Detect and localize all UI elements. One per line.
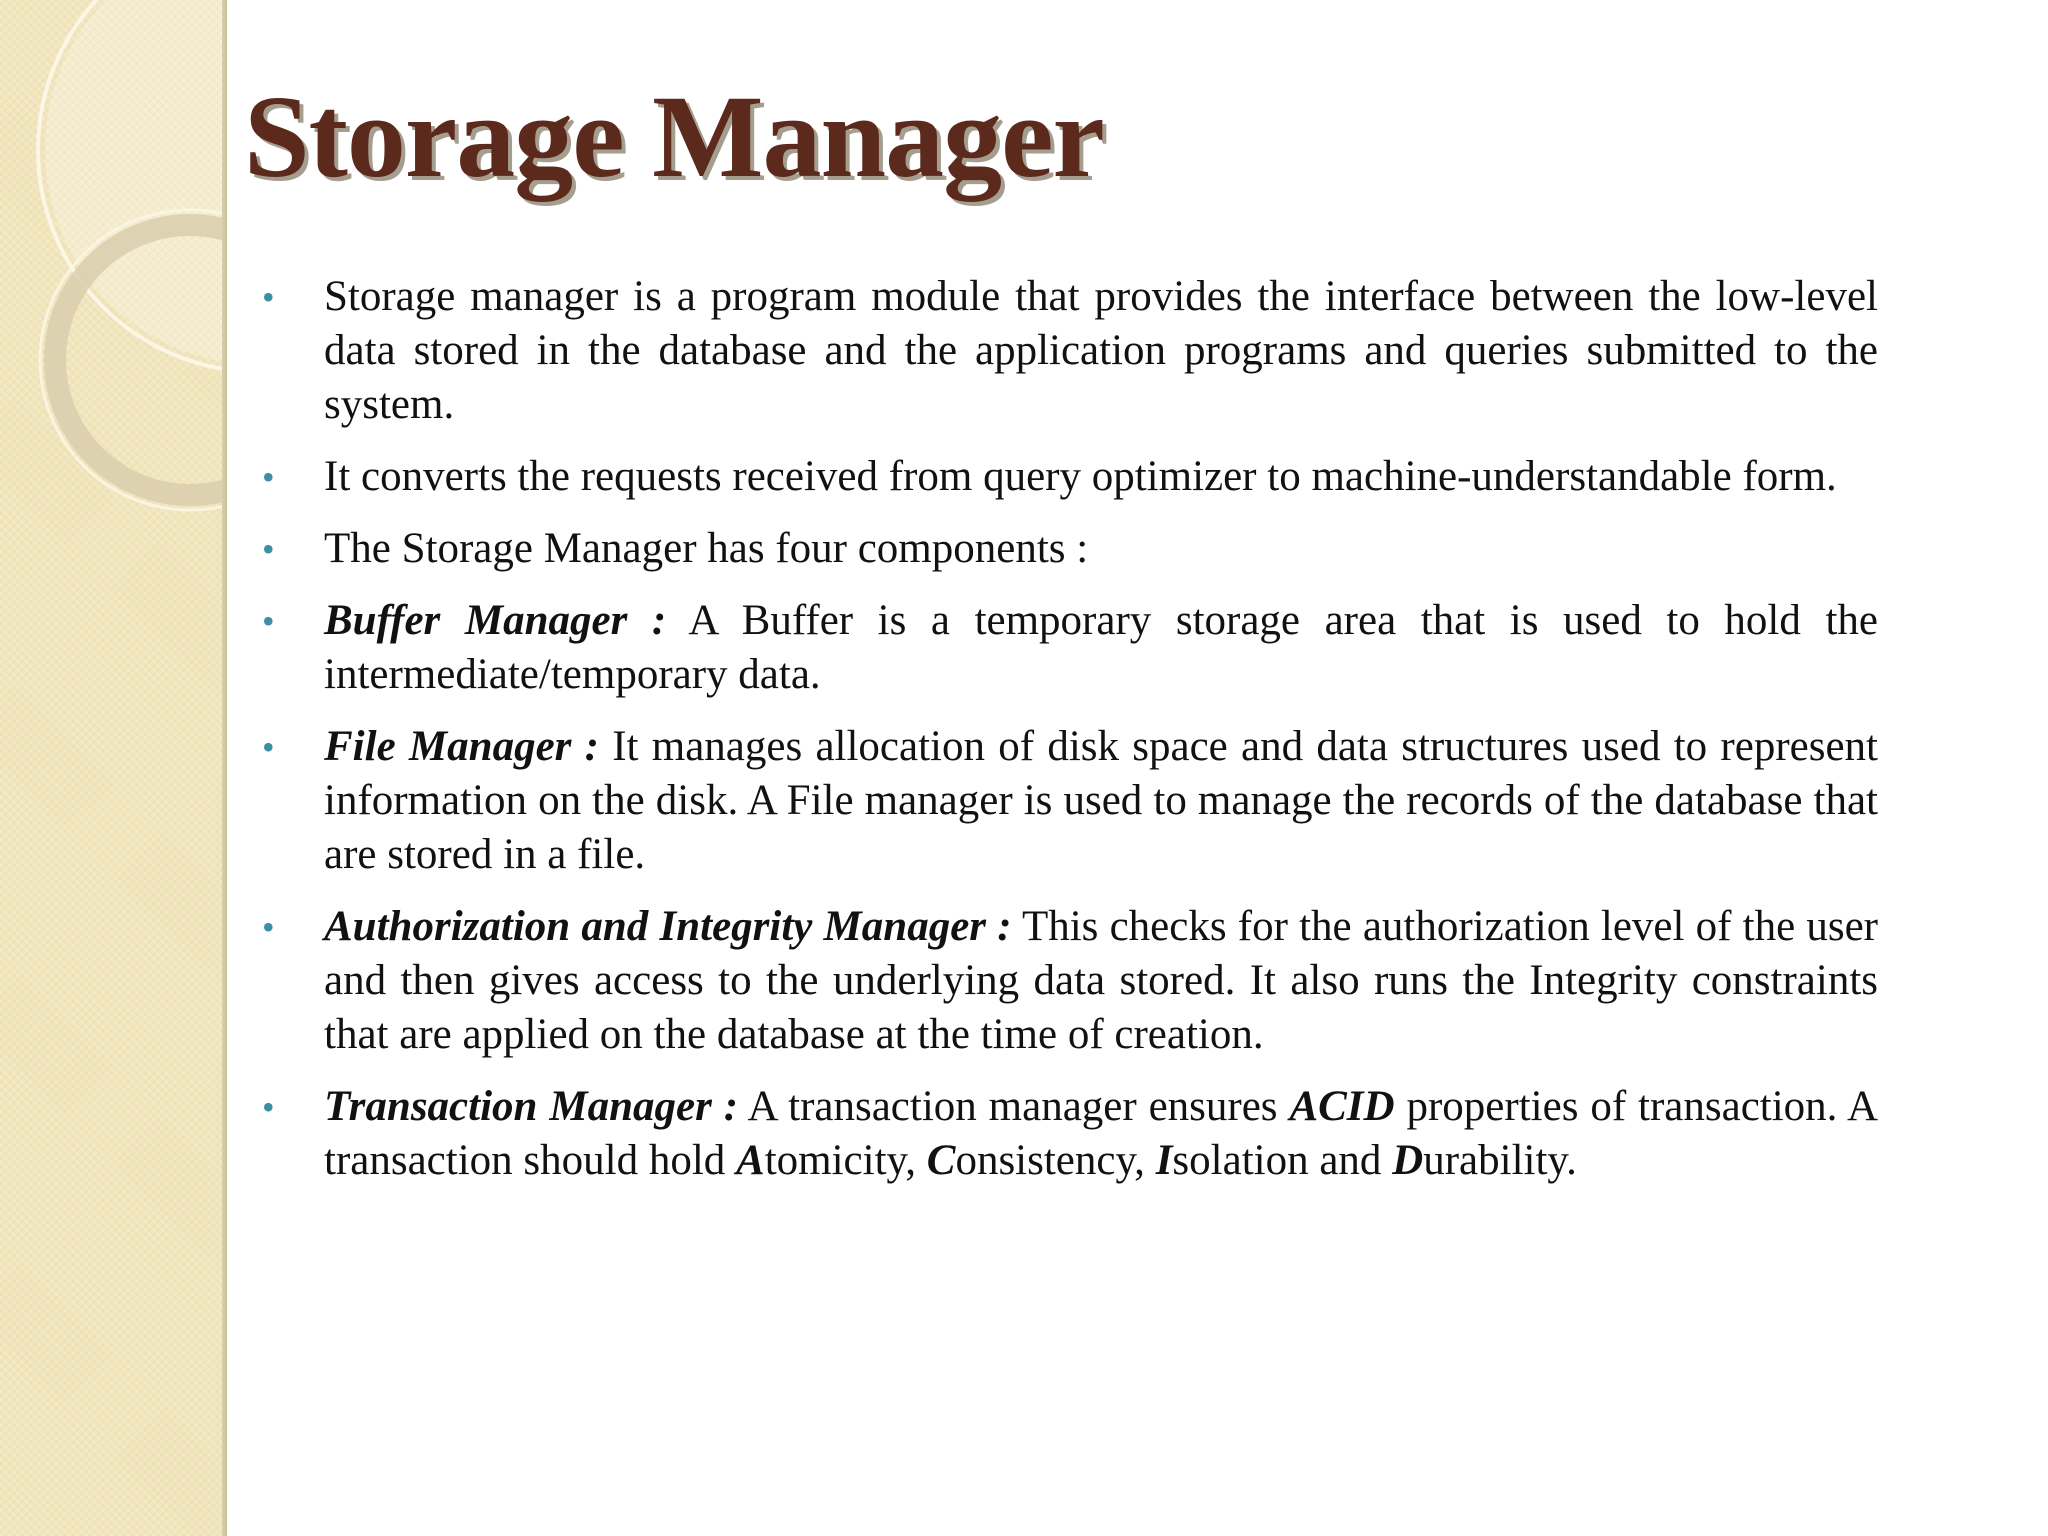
atomicity-initial: A (736, 1137, 765, 1184)
list-item (262, 522, 1878, 576)
isolation-initial: I (1155, 1137, 1173, 1184)
list-item (262, 594, 1878, 702)
bullet-text: The Storage Manager has four components : (324, 525, 1089, 572)
component-term: Authorization and Integrity Manager : (324, 903, 1012, 950)
bullet-text: properties of transaction. A transaction should hold (324, 1083, 1878, 1184)
bullet-text: A transaction manager ensures (738, 1083, 1290, 1130)
side-panel-edge (222, 0, 227, 1536)
list-item (262, 900, 1878, 1062)
bullet-text: It converts the requests received from query optimizer to machine-understandable form. (324, 453, 1837, 500)
bullet-icon: • (262, 727, 275, 767)
acid-term: ACID (1289, 1083, 1395, 1130)
decorative-rings-graphic (0, 0, 227, 520)
bullet-text: A Buffer is a temporary storage area that is used to hold the intermediate/temporary data. (324, 597, 1878, 698)
bullet-text: Storage manager is a program module that provides the interface between the low-level data stored in the database and the application programs and queries submitted to the system. (324, 273, 1878, 428)
bullet-icon: • (262, 1087, 275, 1127)
bullet-icon: • (262, 457, 275, 497)
slide-title: Storage Manager (244, 71, 1104, 202)
component-term: File Manager : (324, 723, 599, 770)
decorative-side-panel (0, 0, 227, 1536)
consistency-initial: C (926, 1137, 956, 1184)
durability-initial: D (1392, 1137, 1424, 1184)
bullet-icon: • (262, 601, 275, 641)
bullet-text: urability. (1423, 1137, 1577, 1184)
list-item (262, 450, 1878, 504)
bullet-text: tomicity, (764, 1137, 927, 1184)
bullet-icon: • (262, 529, 275, 569)
bullet-text: It manages allocation of disk space and data structures used to represent information on the disk. A File manager is used to manage the records of the database that are stored in a file. (324, 723, 1879, 878)
bullet-text: solation and (1172, 1137, 1393, 1184)
bullet-icon: • (262, 277, 275, 317)
component-term: Buffer Manager : (324, 597, 667, 644)
list-item (262, 720, 1878, 882)
bullet-text: This checks for the authorization level of the user and then gives access to the underlying data stored. It also runs the Integrity constraints that are applied on the database at the time of creation. (324, 903, 1879, 1058)
bullet-text: onsistency, (955, 1137, 1156, 1184)
list-item (262, 270, 1878, 432)
bullet-icon: • (262, 907, 275, 947)
list-item (262, 1080, 1878, 1188)
component-term: Transaction Manager : (324, 1083, 739, 1130)
bullet-list (262, 270, 1878, 1206)
